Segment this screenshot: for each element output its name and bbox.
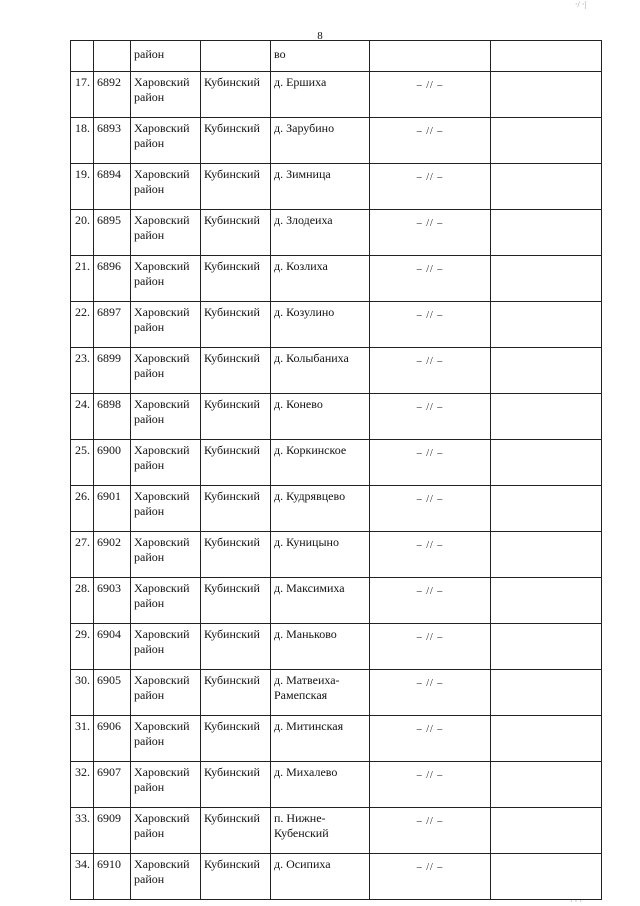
row-district: Харовский район bbox=[131, 762, 201, 808]
row-number: 25. bbox=[71, 440, 94, 486]
row-note bbox=[491, 440, 602, 486]
header-cell bbox=[94, 41, 131, 72]
table-row bbox=[71, 486, 602, 532]
row-settlement: Кубинский bbox=[201, 854, 271, 900]
row-locality: д. Матвеиха-Рамепская bbox=[271, 670, 370, 716]
row-locality: д. Конево bbox=[271, 394, 370, 440]
table-row bbox=[71, 854, 602, 900]
row-number: 32. bbox=[71, 762, 94, 808]
row-settlement: Кубинский bbox=[201, 578, 271, 624]
row-ditto-mark: – // – bbox=[370, 440, 491, 486]
row-code: 6902 bbox=[94, 532, 131, 578]
row-settlement: Кубинский bbox=[201, 762, 271, 808]
row-note bbox=[491, 486, 602, 532]
row-settlement: Кубинский bbox=[201, 440, 271, 486]
row-note bbox=[491, 716, 602, 762]
row-note bbox=[491, 624, 602, 670]
row-code: 6903 bbox=[94, 578, 131, 624]
row-code: 6904 bbox=[94, 624, 131, 670]
row-ditto-mark: – // – bbox=[370, 716, 491, 762]
header-cell: район bbox=[131, 41, 201, 72]
row-number: 31. bbox=[71, 716, 94, 762]
row-district: Харовский район bbox=[131, 118, 201, 164]
row-ditto-mark: – // – bbox=[370, 854, 491, 900]
localities-table bbox=[70, 40, 602, 900]
corner-mark-bottom: · · · bbox=[570, 897, 582, 906]
table-row bbox=[71, 578, 602, 624]
row-district: Харовский район bbox=[131, 210, 201, 256]
row-district: Харовский район bbox=[131, 348, 201, 394]
row-settlement: Кубинский bbox=[201, 670, 271, 716]
table-row bbox=[71, 72, 602, 118]
row-code: 6907 bbox=[94, 762, 131, 808]
row-ditto-mark: – // – bbox=[370, 486, 491, 532]
row-locality: д. Коркинское bbox=[271, 440, 370, 486]
row-locality: д. Зарубино bbox=[271, 118, 370, 164]
row-settlement: Кубинский bbox=[201, 256, 271, 302]
row-locality: д. Колыбаниха bbox=[271, 348, 370, 394]
row-note bbox=[491, 164, 602, 210]
row-note bbox=[491, 854, 602, 900]
header-cell bbox=[71, 41, 94, 72]
row-ditto-mark: – // – bbox=[370, 348, 491, 394]
row-district: Харовский район bbox=[131, 394, 201, 440]
row-locality: д. Ершиха bbox=[271, 72, 370, 118]
row-ditto-mark: – // – bbox=[370, 210, 491, 256]
row-locality: д. Кудрявцево bbox=[271, 486, 370, 532]
header-cell bbox=[370, 41, 491, 72]
page-number: 8 bbox=[317, 30, 323, 42]
row-district: Харовский район bbox=[131, 164, 201, 210]
row-ditto-mark: – // – bbox=[370, 670, 491, 716]
row-locality: д. Злодеиха bbox=[271, 210, 370, 256]
row-locality: д. Зимница bbox=[271, 164, 370, 210]
row-district: Харовский район bbox=[131, 256, 201, 302]
row-note bbox=[491, 762, 602, 808]
row-note bbox=[491, 348, 602, 394]
row-ditto-mark: – // – bbox=[370, 72, 491, 118]
row-settlement: Кубинский bbox=[201, 808, 271, 854]
row-note bbox=[491, 670, 602, 716]
row-locality: д. Козулино bbox=[271, 302, 370, 348]
table-row bbox=[71, 532, 602, 578]
row-district: Харовский район bbox=[131, 440, 201, 486]
row-code: 6900 bbox=[94, 440, 131, 486]
row-district: Харовский район bbox=[131, 624, 201, 670]
row-note bbox=[491, 118, 602, 164]
row-code: 6905 bbox=[94, 670, 131, 716]
row-code: 6894 bbox=[94, 164, 131, 210]
row-code: 6892 bbox=[94, 72, 131, 118]
row-ditto-mark: – // – bbox=[370, 578, 491, 624]
table-row bbox=[71, 302, 602, 348]
row-number: 29. bbox=[71, 624, 94, 670]
row-district: Харовский район bbox=[131, 532, 201, 578]
row-number: 33. bbox=[71, 808, 94, 854]
header-cell bbox=[491, 41, 602, 72]
row-number: 30. bbox=[71, 670, 94, 716]
row-code: 6910 bbox=[94, 854, 131, 900]
row-district: Харовский район bbox=[131, 854, 201, 900]
row-settlement: Кубинский bbox=[201, 624, 271, 670]
row-number: 34. bbox=[71, 854, 94, 900]
row-district: Харовский район bbox=[131, 716, 201, 762]
header-cell bbox=[201, 41, 271, 72]
table-row bbox=[71, 118, 602, 164]
row-code: 6895 bbox=[94, 210, 131, 256]
row-code: 6906 bbox=[94, 716, 131, 762]
row-note bbox=[491, 578, 602, 624]
table-row bbox=[71, 394, 602, 440]
row-code: 6896 bbox=[94, 256, 131, 302]
row-code: 6901 bbox=[94, 486, 131, 532]
table-row bbox=[71, 716, 602, 762]
row-settlement: Кубинский bbox=[201, 302, 271, 348]
row-ditto-mark: – // – bbox=[370, 164, 491, 210]
table-row bbox=[71, 808, 602, 854]
row-number: 24. bbox=[71, 394, 94, 440]
row-number: 19. bbox=[71, 164, 94, 210]
row-settlement: Кубинский bbox=[201, 532, 271, 578]
row-locality: д. Максимиха bbox=[271, 578, 370, 624]
row-settlement: Кубинский bbox=[201, 72, 271, 118]
row-ditto-mark: – // – bbox=[370, 532, 491, 578]
row-ditto-mark: – // – bbox=[370, 118, 491, 164]
row-ditto-mark: – // – bbox=[370, 624, 491, 670]
row-code: 6898 bbox=[94, 394, 131, 440]
row-settlement: Кубинский bbox=[201, 164, 271, 210]
row-number: 27. bbox=[71, 532, 94, 578]
table-row bbox=[71, 440, 602, 486]
row-settlement: Кубинский bbox=[201, 348, 271, 394]
row-locality: д. Козлиха bbox=[271, 256, 370, 302]
row-note bbox=[491, 72, 602, 118]
row-note bbox=[491, 532, 602, 578]
row-ditto-mark: – // – bbox=[370, 762, 491, 808]
row-locality: д. Осипиха bbox=[271, 854, 370, 900]
row-note bbox=[491, 302, 602, 348]
row-code: 6897 bbox=[94, 302, 131, 348]
table-row bbox=[71, 348, 602, 394]
row-note bbox=[491, 394, 602, 440]
row-ditto-mark: – // – bbox=[370, 256, 491, 302]
row-district: Харовский район bbox=[131, 72, 201, 118]
row-number: 23. bbox=[71, 348, 94, 394]
table-row bbox=[71, 210, 602, 256]
table-row bbox=[71, 762, 602, 808]
row-number: 20. bbox=[71, 210, 94, 256]
row-district: Харовский район bbox=[131, 486, 201, 532]
row-code: 6909 bbox=[94, 808, 131, 854]
row-number: 21. bbox=[71, 256, 94, 302]
row-note bbox=[491, 210, 602, 256]
row-locality: д. Маньково bbox=[271, 624, 370, 670]
row-settlement: Кубинский bbox=[201, 716, 271, 762]
row-district: Харовский район bbox=[131, 578, 201, 624]
row-number: 22. bbox=[71, 302, 94, 348]
row-number: 18. bbox=[71, 118, 94, 164]
row-district: Харовский район bbox=[131, 302, 201, 348]
row-number: 17. bbox=[71, 72, 94, 118]
corner-mark-top: ·/ ·| bbox=[574, 0, 586, 9]
table-header-row bbox=[71, 41, 602, 72]
row-district: Харовский район bbox=[131, 670, 201, 716]
row-settlement: Кубинский bbox=[201, 210, 271, 256]
row-ditto-mark: – // – bbox=[370, 394, 491, 440]
row-ditto-mark: – // – bbox=[370, 302, 491, 348]
row-settlement: Кубинский bbox=[201, 486, 271, 532]
row-district: Харовский район bbox=[131, 808, 201, 854]
table-row bbox=[71, 624, 602, 670]
row-locality: д. Михалево bbox=[271, 762, 370, 808]
row-locality: д. Митинская bbox=[271, 716, 370, 762]
row-ditto-mark: – // – bbox=[370, 808, 491, 854]
row-number: 28. bbox=[71, 578, 94, 624]
row-locality: д. Куницыно bbox=[271, 532, 370, 578]
header-cell: во bbox=[271, 41, 370, 72]
row-note bbox=[491, 808, 602, 854]
table-row bbox=[71, 164, 602, 210]
row-code: 6899 bbox=[94, 348, 131, 394]
row-number: 26. bbox=[71, 486, 94, 532]
row-settlement: Кубинский bbox=[201, 118, 271, 164]
row-note bbox=[491, 256, 602, 302]
row-settlement: Кубинский bbox=[201, 394, 271, 440]
table-row bbox=[71, 256, 602, 302]
row-locality: п. Нижне-Кубенский bbox=[271, 808, 370, 854]
table-row bbox=[71, 670, 602, 716]
row-code: 6893 bbox=[94, 118, 131, 164]
